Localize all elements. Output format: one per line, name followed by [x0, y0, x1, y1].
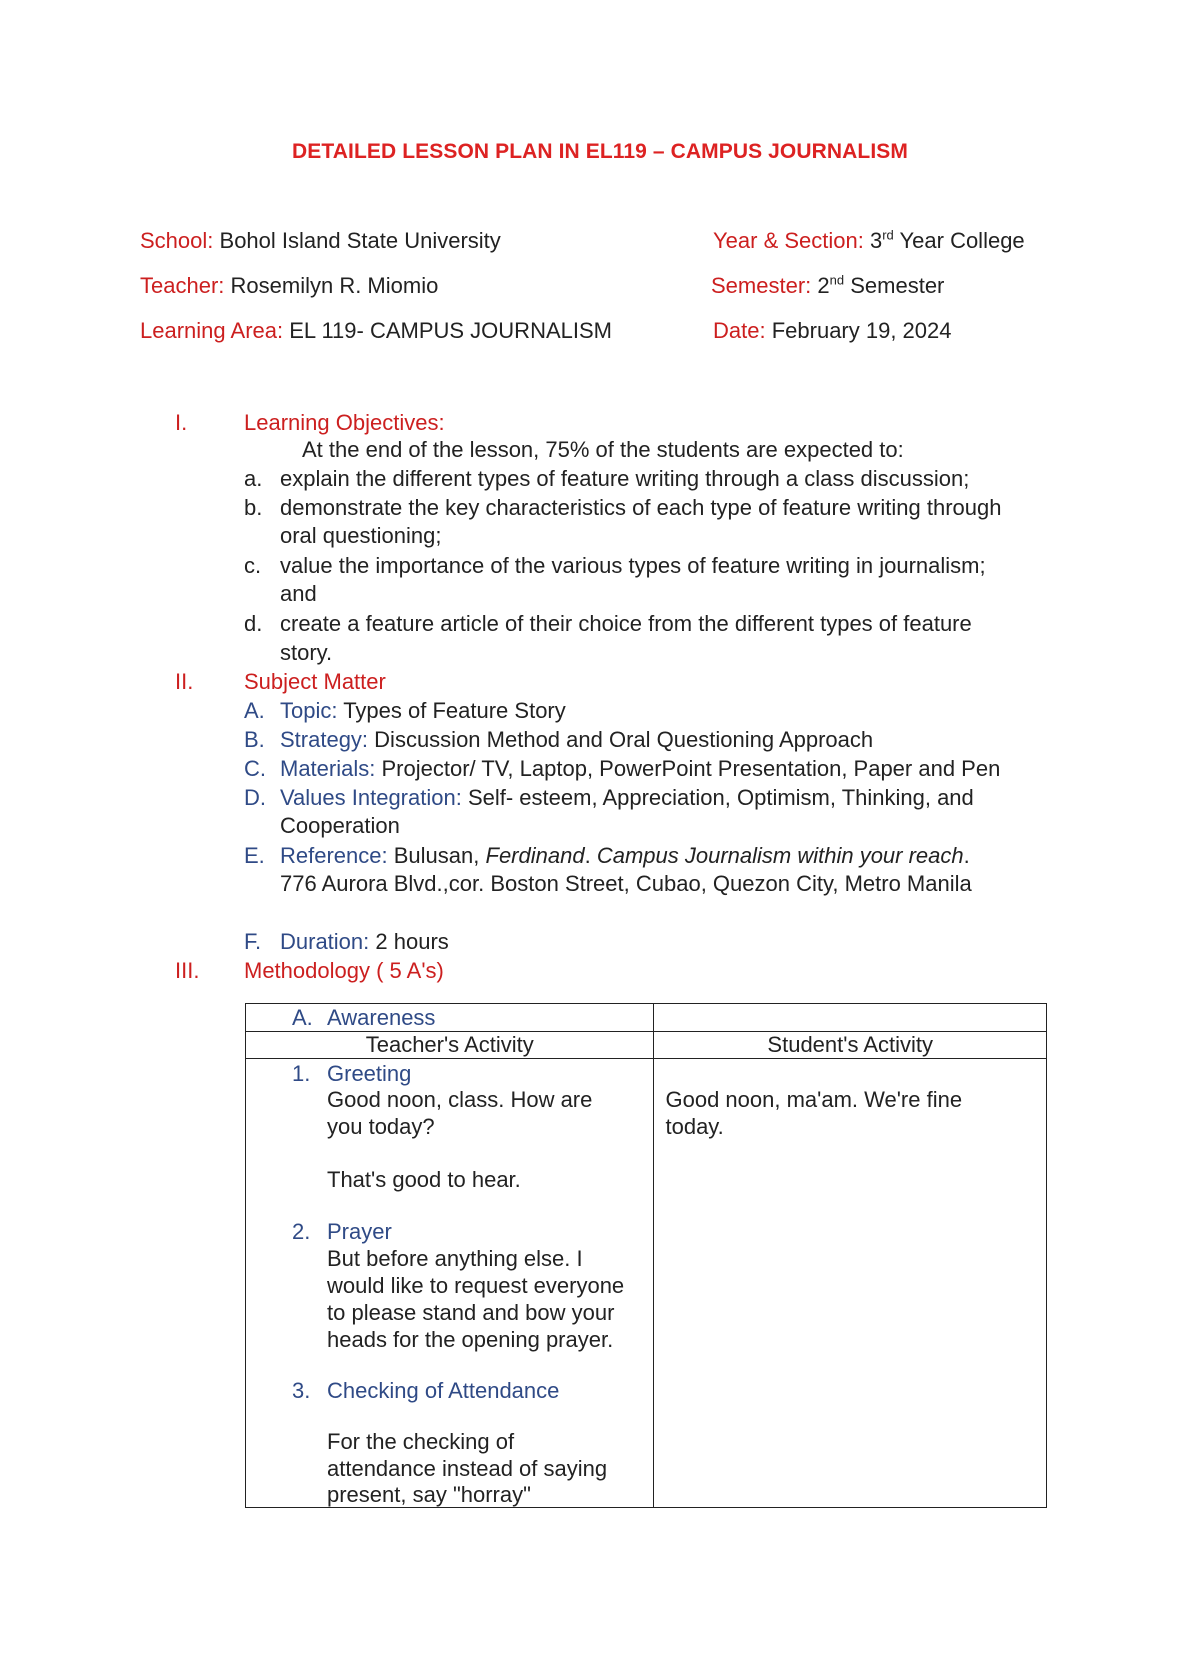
strategy-marker: B. [244, 727, 265, 752]
prayer-title: Prayer [327, 1219, 392, 1244]
year-suffix: rd [882, 227, 894, 243]
year-number: 3 [869, 228, 883, 253]
year-text: Year College [899, 228, 1025, 253]
topic-marker: A. [244, 698, 265, 723]
reference-marker: E. [244, 843, 265, 868]
teacher-activity-header: Teacher's Activity [246, 1032, 654, 1059]
student-activity-cell [654, 1059, 1047, 1508]
attendance-line-2: attendance instead of saying [327, 1456, 608, 1481]
table-header-row [246, 1032, 1047, 1059]
learning-area-value: EL 119- CAMPUS JOURNALISM [289, 318, 612, 343]
date-label: Date: [713, 318, 766, 343]
duration-marker: F. [244, 929, 262, 954]
objective-c-text-cont: and [280, 581, 317, 606]
prayer-line-1: But before anything else. I [327, 1246, 583, 1271]
objectives-intro: At the end of the lesson, 75% of the students are expected to: [302, 437, 904, 462]
topic-line [280, 698, 566, 724]
strategy-line [280, 727, 873, 753]
reference-author-name: Ferdinand [485, 843, 585, 868]
awareness-marker: A. [292, 1005, 313, 1030]
objective-d-text-cont: story. [280, 640, 333, 665]
materials-line [280, 756, 1000, 782]
values-label: Values Integration: [280, 785, 462, 810]
values-value: Self- esteem, Appreciation, Optimism, Thinking, and [467, 785, 974, 810]
school-value: Bohol Island State University [219, 228, 501, 253]
greeting-line-2: you today? [327, 1114, 435, 1139]
attendance-line-1: For the checking of [327, 1429, 515, 1454]
methodology-table [245, 1003, 1047, 1508]
values-value-cont: Cooperation [280, 813, 400, 838]
duration-value: 2 hours [375, 929, 449, 954]
learning-area-field [140, 318, 612, 344]
awareness-empty-cell [654, 1004, 1047, 1032]
duration-label: Duration: [280, 929, 370, 954]
section-1-number: I. [175, 410, 188, 435]
reference-end: . [963, 843, 970, 868]
objective-a-text: explain the different types of feature writing through a class discussion; [280, 466, 970, 491]
greeting-line-3: That's good to hear. [327, 1167, 521, 1192]
semester-text: Semester [850, 273, 945, 298]
activity-row [246, 1059, 1047, 1508]
topic-value: Types of Feature Story [343, 698, 566, 723]
values-marker: D. [244, 785, 266, 810]
year-section-field [713, 228, 1025, 254]
objective-b-text: demonstrate the key characteristics of each type of feature writing through [280, 495, 1002, 520]
semester-label: Semester: [711, 273, 812, 298]
strategy-label: Strategy: [280, 727, 369, 752]
topic-label: Topic: [280, 698, 338, 723]
prayer-line-4: heads for the opening prayer. [327, 1327, 614, 1352]
duration-line [280, 929, 449, 955]
semester-suffix: nd [829, 272, 845, 288]
awareness-title: Awareness [327, 1005, 436, 1030]
school-field [140, 228, 501, 254]
reference-book-title: Campus Journalism within your reach [596, 843, 964, 868]
materials-label: Materials: [280, 756, 376, 781]
section-3-number: III. [175, 958, 200, 983]
values-line [280, 785, 974, 811]
greeting-title: Greeting [327, 1061, 412, 1086]
awareness-row [246, 1004, 1047, 1032]
section-1-title: Learning Objectives: [244, 410, 445, 435]
teacher-field [140, 273, 438, 299]
section-2-number: II. [175, 669, 194, 694]
objective-b-marker: b. [244, 495, 263, 520]
materials-value: Projector/ TV, Laptop, PowerPoint Presentation, Paper and Pen [381, 756, 1001, 781]
teacher-value: Rosemilyn R. Miomio [230, 273, 439, 298]
greeting-marker: 1. [292, 1061, 311, 1086]
reference-label: Reference: [280, 843, 388, 868]
reference-author: Bulusan, [393, 843, 480, 868]
teacher-label: Teacher: [140, 273, 225, 298]
prayer-line-2: would like to request everyone [327, 1273, 625, 1298]
semester-number: 2 [817, 273, 830, 298]
prayer-marker: 2. [292, 1219, 311, 1244]
materials-marker: C. [244, 756, 266, 781]
date-field [713, 318, 952, 344]
greeting-line-1: Good noon, class. How are [327, 1087, 593, 1112]
semester-field [711, 273, 944, 299]
reference-line [280, 843, 970, 869]
school-label: School: [140, 228, 214, 253]
section-3-title: Methodology ( 5 A's) [244, 958, 444, 983]
date-value: February 19, 2024 [771, 318, 952, 343]
learning-area-label: Learning Area: [140, 318, 284, 343]
attendance-marker: 3. [292, 1378, 311, 1403]
objective-c-text: value the importance of the various types of feature writing in journalism; [280, 553, 986, 578]
attendance-title: Checking of Attendance [327, 1378, 560, 1403]
objective-b-text-cont: oral questioning; [280, 523, 442, 548]
awareness-cell [246, 1004, 654, 1032]
objective-d-text: create a feature article of their choice from the different types of feature [280, 611, 972, 636]
objective-d-marker: d. [244, 611, 263, 636]
student-response-line-2: today. [665, 1114, 724, 1139]
objective-c-marker: c. [244, 553, 262, 578]
reference-dot: . [584, 843, 591, 868]
document-title: DETAILED LESSON PLAN IN EL119 – CAMPUS JOURNALISM [292, 140, 908, 163]
prayer-line-3: to please stand and bow your [327, 1300, 615, 1325]
strategy-value: Discussion Method and Oral Questioning Approach [374, 727, 874, 752]
section-2-title: Subject Matter [244, 669, 386, 694]
reference-address: 776 Aurora Blvd.,cor. Boston Street, Cubao, Quezon City, Metro Manila [280, 871, 972, 896]
year-section-label: Year & Section: [713, 228, 864, 253]
student-response-line-1: Good noon, ma'am. We're fine [665, 1087, 963, 1112]
objective-a-marker: a. [244, 466, 263, 491]
attendance-line-3: present, say "horray" [327, 1482, 531, 1507]
teacher-activity-cell [246, 1059, 654, 1508]
student-activity-header: Student's Activity [654, 1032, 1047, 1059]
